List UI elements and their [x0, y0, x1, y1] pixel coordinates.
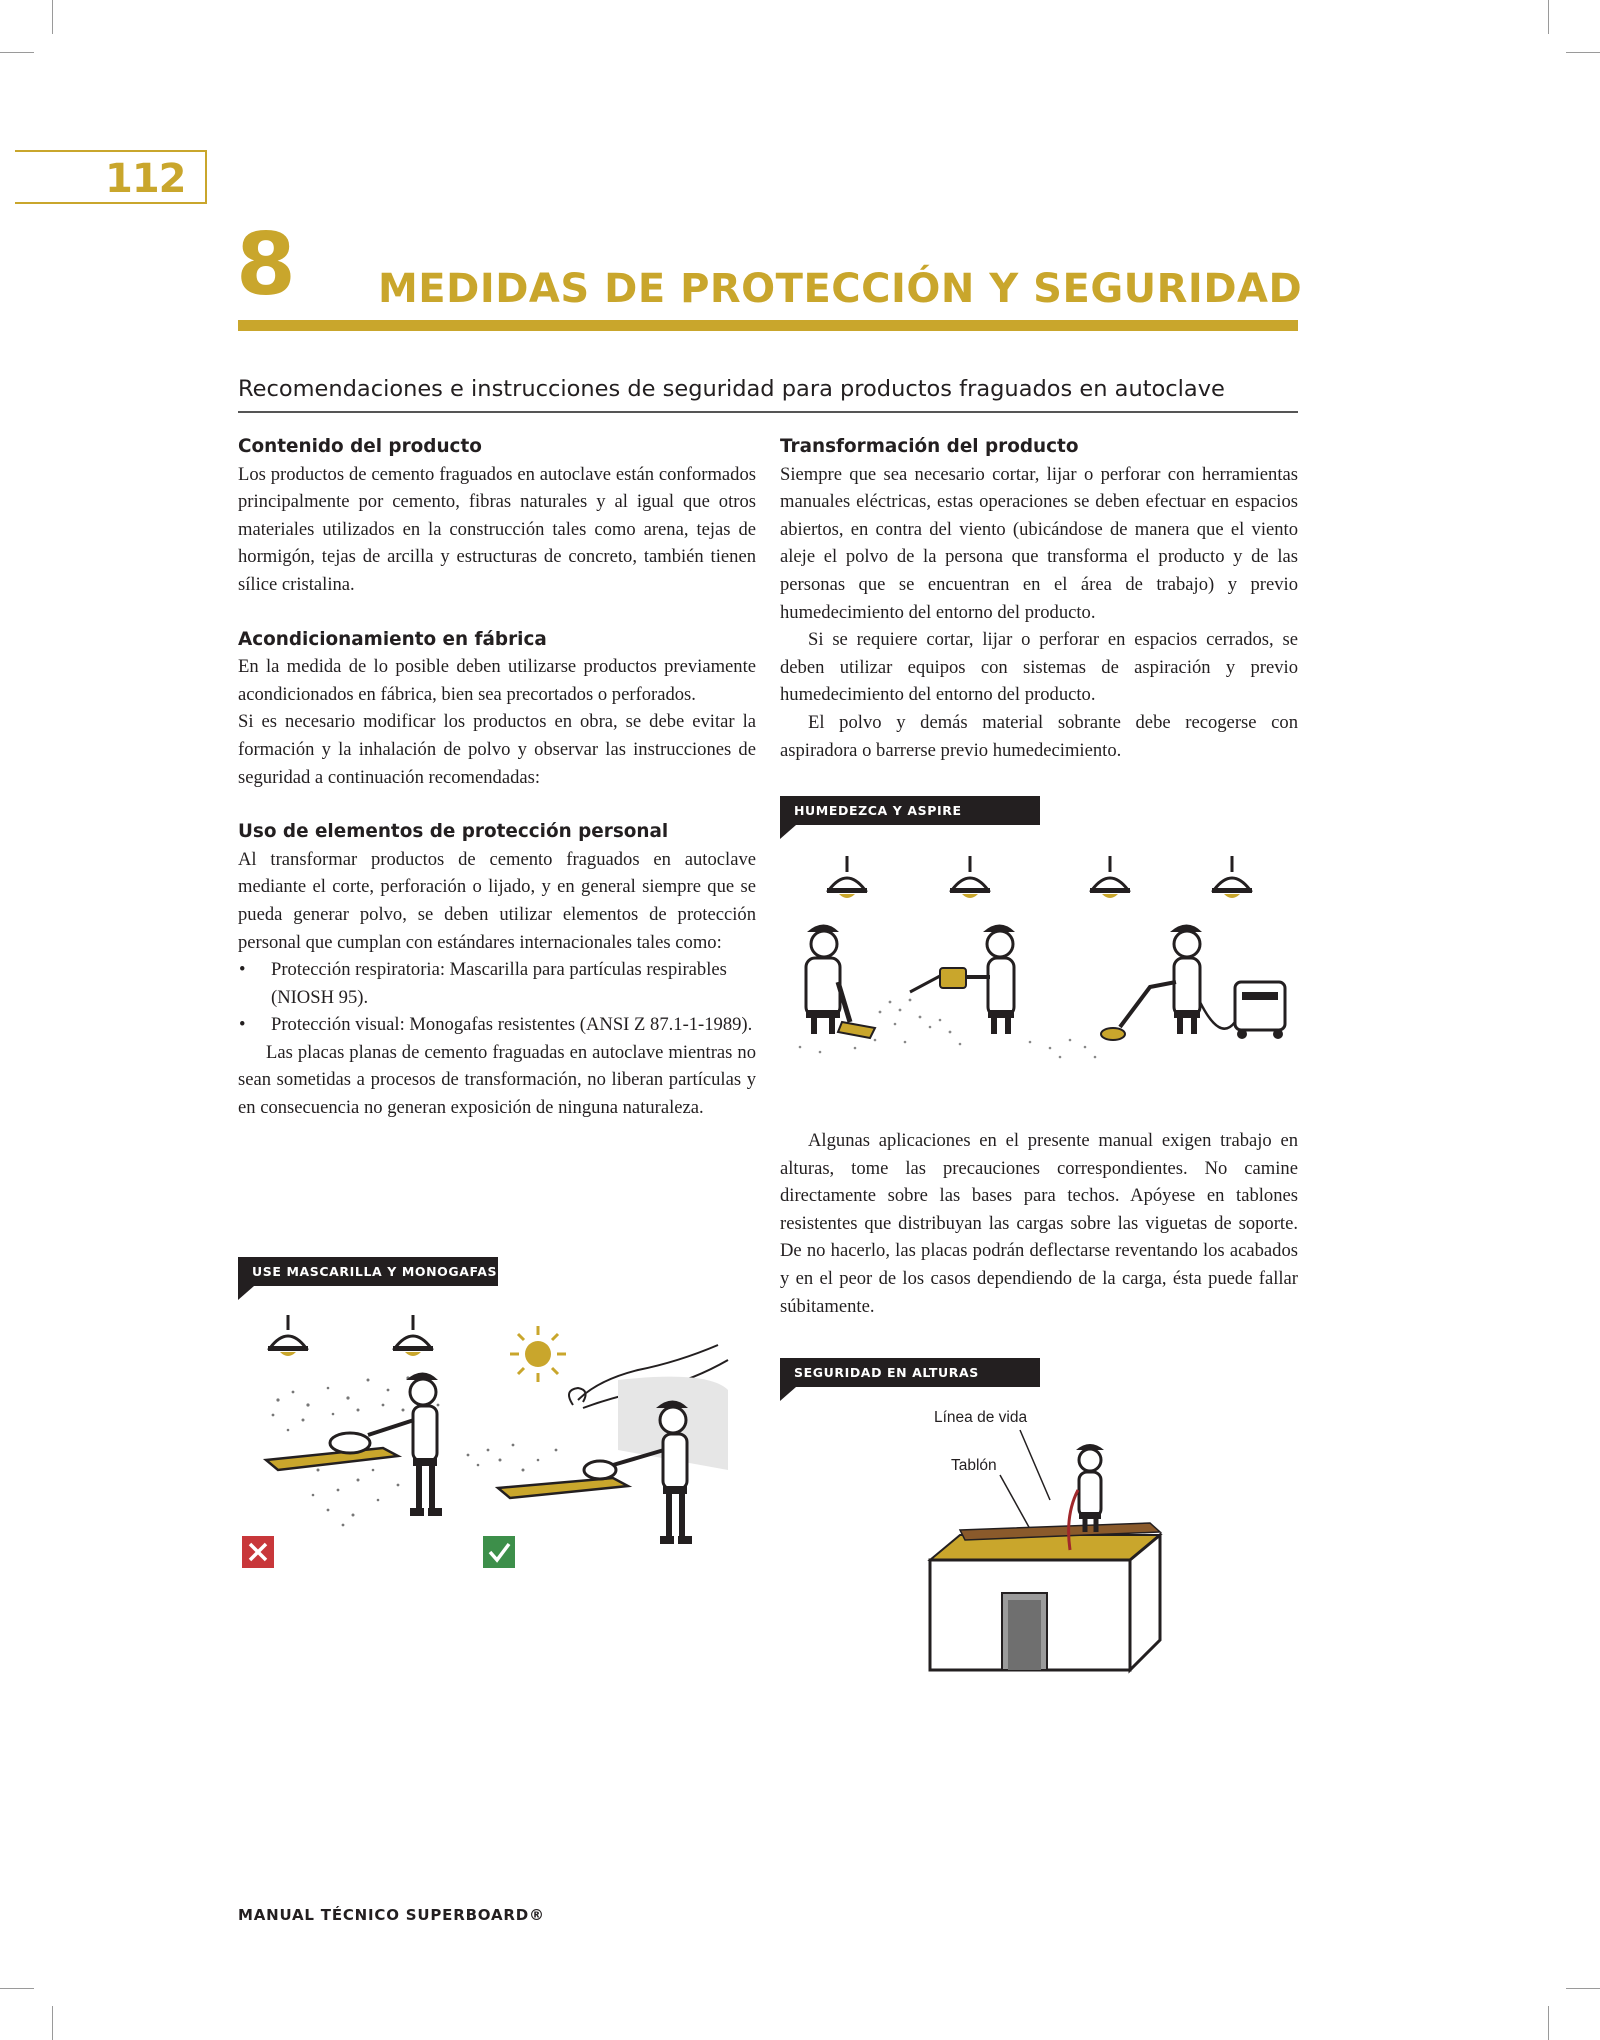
paragraph-uso: Al transformar productos de cemento fraguados en autoclave mediante el corte, perforación o lijado, y en general siempre que se pueda generar polvo, se deben utilizar elementos de protección personal que cumplan con estándares internacionales tales como:	[238, 848, 756, 953]
paragraph-acondicionamiento-2: Si es necesario modificar los productos en obra, se debe evitar la formación y la inhalación de polvo y observar las instrucciones de seguridad a continuación recomendadas:	[238, 711, 756, 788]
right-column-lower	[780, 1127, 1298, 1320]
chapter-title: MEDIDAS DE PROTECCIÓN Y SEGURIDAD	[378, 266, 1303, 312]
subtitle-rule	[238, 411, 1298, 413]
paragraph-closing: Las placas planas de cemento fraguadas en autoclave mientras no sean sometidas a procesos de transformación, no liberan partículas y en consecuencia no generan exposición de ninguna naturaleza.	[238, 1041, 756, 1119]
worker-icon	[368, 1373, 442, 1517]
paragraph-alturas: Algunas aplicaciones en el presente manual exigen trabajo en alturas, tome las precauciones correspondientes. No camine directamente sobre las bases para techos. Apóyese en tablones resistentes que distribuyan las cargas sobre las viguetas de soporte. De no hacerlo, las placas podrán deflectarse reventando los acabados y en el peor de los casos dependiendo de la carga, ésta puede fallar súbitamente.	[780, 1130, 1298, 1317]
wrong-mark-icon	[242, 1536, 274, 1568]
paragraph-acondicionamiento-1: En la medida de lo posible deben utilizarse productos previamente acondicionados en fábrica, bien sea precortados o perforados.	[238, 656, 756, 705]
crop-mark	[52, 2006, 53, 2040]
worker-icon	[910, 925, 1015, 1035]
heading-uso: Uso de elementos de protección personal	[238, 821, 669, 843]
figure-tag-mascarilla: USE MASCARILLA Y MONOGAFAS	[238, 1257, 498, 1286]
crop-mark	[1548, 2006, 1549, 2040]
lamp-icon	[268, 1315, 308, 1356]
heading-transformacion: Transformación del producto	[780, 436, 1079, 457]
figure-tag-alturas: SEGURIDAD EN ALTURAS	[780, 1358, 1040, 1387]
list-item: • Protección respiratoria: Mascarilla para partículas respirables (NIOSH 95).	[238, 956, 756, 1011]
right-column	[780, 433, 1298, 764]
crop-mark	[1548, 0, 1549, 34]
sun-icon	[510, 1326, 566, 1382]
lamp-icon	[393, 1315, 433, 1356]
illustration-wet-vacuum	[780, 852, 1300, 1072]
illustration-mask-goggles	[238, 1310, 738, 1580]
crop-mark	[52, 0, 53, 34]
crop-mark	[0, 52, 34, 53]
lamp-icon	[1090, 856, 1130, 898]
left-column	[238, 433, 756, 1122]
illustration-height-safety	[900, 1420, 1180, 1690]
label-linea-de-vida: Línea de vida	[934, 1409, 1028, 1426]
chapter-number: 8	[236, 215, 296, 315]
crop-mark	[0, 1988, 34, 1989]
crop-mark	[1566, 1988, 1600, 1989]
right-mark-icon	[483, 1536, 515, 1568]
paragraph-transformacion-2: Si se requiere cortar, lijar o perforar en espacios cerrados, se deben utilizar equipos con sistemas de aspiración y previo humedecimiento del entorno del producto.	[780, 629, 1298, 706]
lamp-icon	[950, 856, 990, 898]
lamp-icon	[827, 856, 867, 898]
paragraph-transformacion-1: Siempre que sea necesario cortar, lijar o perforar con herramientas manuales eléctricas, estas operaciones se deben efectuar en espacios abiertos, en contra del viento (ubicándose de manera que el viento aleje el polvo de la persona que transforma el producto y de las personas que se encuentran en el área de trabajo) y previo humedecimiento del entorno del producto.	[780, 463, 1298, 623]
lamp-icon	[1212, 856, 1252, 898]
label-tablon: Tablón	[951, 1457, 997, 1474]
crop-mark	[1566, 52, 1600, 53]
worker-icon	[1101, 925, 1285, 1041]
worker-icon	[806, 925, 875, 1039]
heading-contenido: Contenido del producto	[238, 436, 482, 457]
chapter-rule	[238, 320, 1298, 331]
section-subtitle: Recomendaciones e instrucciones de seguridad para productos fraguados en autoclave	[238, 376, 1225, 402]
heading-acondicionamiento: Acondicionamiento en fábrica	[238, 628, 547, 650]
list-item: • Protección visual: Monogafas resistentes (ANSI Z 87.1-1-1989).	[238, 1011, 756, 1039]
ppe-list	[238, 956, 756, 1039]
page-number: 112	[105, 156, 186, 202]
paragraph-transformacion-3: El polvo y demás material sobrante debe recogerse con aspiradora o barrerse previo humedecimiento.	[780, 711, 1298, 761]
paragraph-contenido: Los productos de cemento fraguados en autoclave están conformados principalmente por cemento, fibras naturales y al igual que otros materiales utilizados en la construcción tales como arena, tejas de hormigón, tejas de arcilla y estructuras de concreto, también tienen sílice cristalina.	[238, 463, 756, 595]
footer-manual-title: MANUAL TÉCNICO SUPERBOARD®	[238, 1906, 545, 1924]
figure-tag-humedezca: HUMEDEZCA Y ASPIRE	[780, 796, 1040, 825]
